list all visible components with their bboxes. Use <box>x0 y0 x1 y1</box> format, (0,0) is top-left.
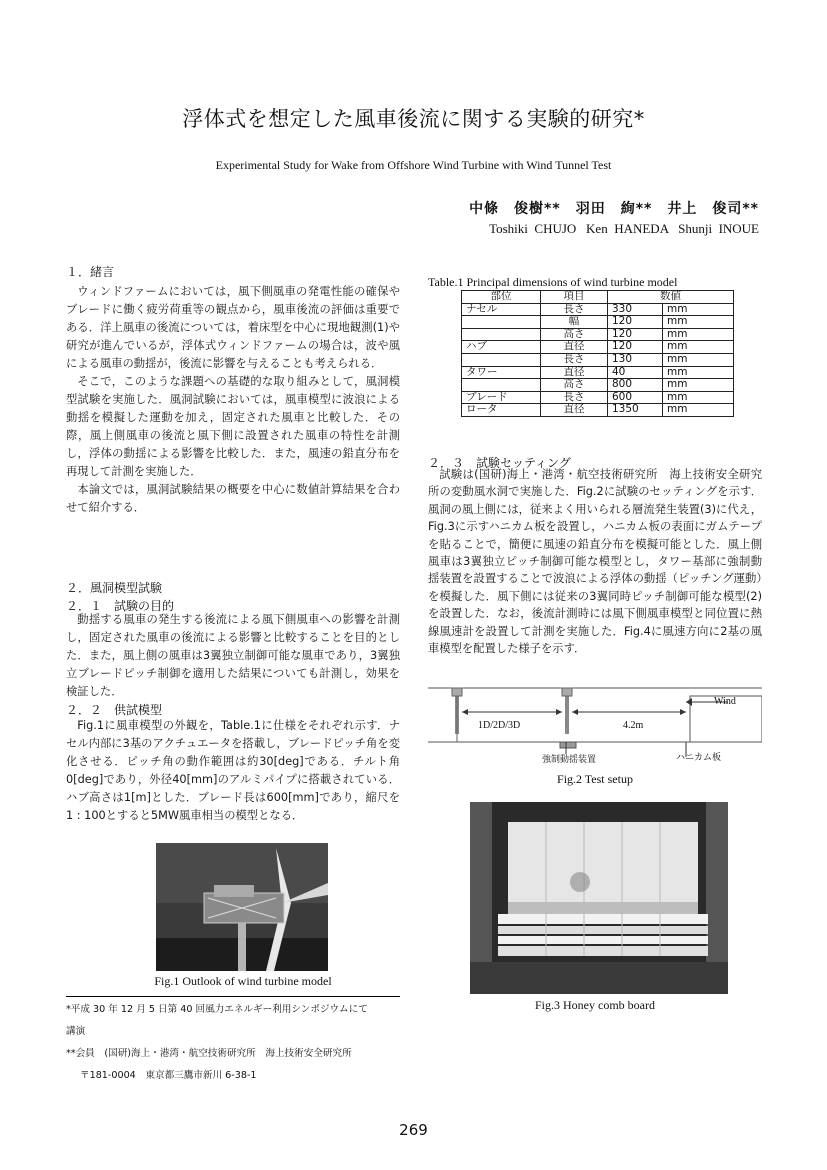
table-cell-value: 330 <box>608 303 663 316</box>
paragraph: ウィンドファームにおいては，風下側風車の発電性能の確保やブレードに働く疲労荷重等の観点から，風車後流の評価は重要である．洋上風車の後流については，着床型を中心に現地観測(1)や研究が進んでいるが，浮体式ウィンドファームの場合は，波や風による風車の動揺が，後流に影響を与えることも考えられる． <box>66 285 400 370</box>
footnote-rule <box>66 996 400 997</box>
fig2-honeycomb-label: ハニカム板 <box>676 753 722 763</box>
table-header-value: 数値 <box>608 291 734 304</box>
table-row <box>462 404 734 417</box>
table-cell-part <box>462 353 541 366</box>
paragraph: Fig.1に風車模型の外観を，Table.1に仕様をそれぞれ示す．ナセル内部に3基のアクチュエータを搭載し，ブレードピッチ角を変化させる．ピッチ角の動作範囲は約30[deg]である．チルト角0[deg]であり，外径40[mm]のアルミパイプに搭載されている．ハブ高さは1[m]とした．ブレード長は600[mm]であり，縮尺を1 : 100とすると5MW風車相当の模型となる． <box>66 719 400 822</box>
paper-title: 浮体式を想定した風車後流に関する実験的研究* <box>182 107 645 131</box>
table-cell-part: ハブ <box>462 341 541 354</box>
table-row <box>462 316 734 329</box>
table-header-item: 項目 <box>541 291 608 304</box>
section-2-heading: ２．風洞模型試験 <box>66 581 163 595</box>
table-row <box>462 341 734 354</box>
fig1-photo <box>156 843 328 971</box>
table-cell-value: 120 <box>608 316 663 329</box>
table1-caption: Table.1 Principal dimensions of wind turbine model <box>428 275 678 289</box>
dimensions-table <box>461 290 734 417</box>
table-body <box>462 303 734 416</box>
table-cell-value: 800 <box>608 379 663 392</box>
table-cell-unit: mm <box>663 379 734 392</box>
table-cell-part <box>462 379 541 392</box>
section-2-3-body <box>428 466 762 657</box>
table-row <box>462 303 734 316</box>
table-cell-item: 直径 <box>541 341 608 354</box>
table-header-part: 部位 <box>462 291 541 304</box>
paragraph: 試験は(国研)海上・港湾・航空技術研究所 海上技術安全研究所の変動風水洞で実施した．Fig.2に試験のセッティングを示す．風洞の風上側には，従来よく用いられる層流発生装置(3)に代え，Fig.3に示すハニカム板を設置し，ハニカム板の表面にガムテープを貼ることで，簡便に風速の鉛直分布を模擬可能とした．風上側風車は3翼独立ピッチ制御可能な模型とし，タワー基部に強制動揺装置を設置することで波浪による浮体の動揺（ピッチング運動）を模擬した．風下側には従来の3翼同時ピッチ制御可能な模型(2)を設置した．なお，後流計測時には風下側風車模型と同位置に熱線風速計を設置して計測を実施した．Fig.4に風速方向に2基の風車模型を配置した様子を示す． <box>428 468 762 656</box>
table-row <box>462 328 734 341</box>
table-cell-part: ブレード <box>462 391 541 404</box>
table-cell-unit: mm <box>663 328 734 341</box>
fig1-caption: Fig.1 Outlook of wind turbine model <box>154 974 332 988</box>
section-1-heading: １．緒言 <box>66 265 115 279</box>
authors-japanese: 中條 俊樹** 羽田 絢** 井上 俊司** <box>469 201 759 217</box>
table-cell-part: ナセル <box>462 303 541 316</box>
authors-english: Toshiki CHUJO Ken HANEDA Shunji INOUE <box>489 221 759 236</box>
table-cell-value: 1350 <box>608 404 663 417</box>
table-row <box>462 379 734 392</box>
table-cell-value: 120 <box>608 341 663 354</box>
table-cell-item: 直径 <box>541 366 608 379</box>
table-row <box>462 353 734 366</box>
table-cell-item: 長さ <box>541 353 608 366</box>
table-cell-item: 高さ <box>541 328 608 341</box>
table-cell-value: 130 <box>608 353 663 366</box>
wind-turbine-photo-icon <box>156 843 328 971</box>
table-cell-part: ロータ <box>462 404 541 417</box>
fig2-spacing-label: 1D/2D/3D <box>478 720 521 731</box>
fig2-distance-label: 4.2m <box>623 720 644 731</box>
table-cell-item: 長さ <box>541 303 608 316</box>
fig2-diagram <box>428 682 762 768</box>
table-cell-item: 高さ <box>541 379 608 392</box>
table-cell-item: 長さ <box>541 391 608 404</box>
section-2-1-body <box>66 611 400 701</box>
section-2-2-body <box>66 717 400 825</box>
table-cell-part: タワー <box>462 366 541 379</box>
table-cell-value: 40 <box>608 366 663 379</box>
section-2-2-heading: ２．２ 供試模型 <box>66 703 163 717</box>
table-cell-value: 600 <box>608 391 663 404</box>
footnote-3: 〒181-0004 東京都三鷹市新川 6-38-1 <box>80 1070 257 1081</box>
table-cell-unit: mm <box>663 366 734 379</box>
fig2-caption: Fig.2 Test setup <box>557 772 633 786</box>
table-cell-unit: mm <box>663 391 734 404</box>
table-cell-part <box>462 316 541 329</box>
section-2-1-heading: ２．１ 試験の目的 <box>66 599 175 613</box>
table-cell-value: 120 <box>608 328 663 341</box>
section-2-3-heading: ２．３ 試験セッティング <box>428 456 571 470</box>
table-cell-item: 直径 <box>541 404 608 417</box>
fig2-oscillator-label: 強制動揺装置 <box>542 755 597 765</box>
table1 <box>461 290 734 417</box>
honeycomb-board-photo-icon <box>470 802 728 994</box>
fig2-wind-label: Wind <box>714 696 736 707</box>
table-cell-unit: mm <box>663 303 734 316</box>
footnote-1: *平成 30 年 12 月 5 日第 40 回風力エネルギー利用シンポジウムにて <box>66 1004 368 1015</box>
paragraph: 動揺する風車の発生する後流による風下側風車への影響を計測し，固定された風車の後流による影響と比較することを目的とした．また，風上側の風車は3翼独立制御可能な風車であり，3翼独立ブレードピッチ制御を適用した結果についても計測し，効果を検証した． <box>66 613 400 698</box>
table-cell-unit: mm <box>663 316 734 329</box>
fig3-photo <box>470 802 728 994</box>
footnote-1-cont: 講演 <box>66 1026 86 1037</box>
table-cell-item: 幅 <box>541 316 608 329</box>
table-cell-unit: mm <box>663 404 734 417</box>
fig3-caption: Fig.3 Honey comb board <box>535 998 655 1012</box>
table-row <box>462 366 734 379</box>
table-cell-unit: mm <box>663 341 734 354</box>
paper-subtitle: Experimental Study for Wake from Offshore Wind Turbine with Wind Tunnel Test <box>215 158 612 172</box>
paragraph: 本論文では，風洞試験結果の概要を中心に数値計算結果を合わせて紹介する． <box>66 483 400 514</box>
table-cell-part <box>462 328 541 341</box>
table-row <box>462 391 734 404</box>
page-number: 269 <box>399 1121 428 1139</box>
section-1-body <box>66 283 400 517</box>
paragraph: そこで，このような課題への基礎的な取り組みとして，風洞模型試験を実施した．風洞試験においては，風車模型に波浪による動揺を模擬した運動を加え，固定された風車と比較した．その際，風上側風車の後流と風下側に設置された風車の特性を計測し，浮体の動揺による影響を比較した．また，風速の鉛直分布を再現して計測を実施した． <box>66 375 400 478</box>
table-cell-unit: mm <box>663 353 734 366</box>
footnote-2: **会員 (国研)海上・港湾・航空技術研究所 海上技術安全研究所 <box>66 1048 352 1059</box>
